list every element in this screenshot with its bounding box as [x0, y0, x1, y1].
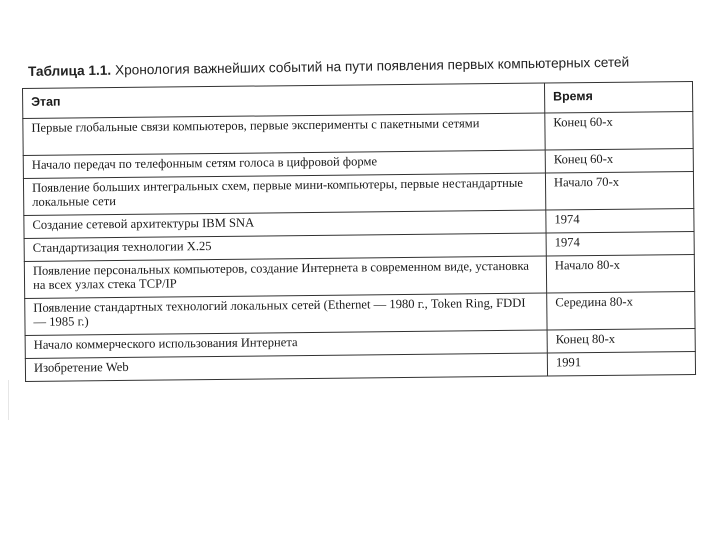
- cell-time: Начало 80-х: [546, 254, 694, 293]
- header-time: Время: [544, 81, 692, 113]
- cell-time: Конец 80-х: [547, 328, 695, 353]
- cell-stage: Появление персональных компьютеров, создание Интернета в современном виде, установка на всех узлах стека TCP/IP: [24, 256, 546, 298]
- cell-time: 1974: [546, 231, 694, 256]
- cell-stage: Первые глобальные связи компьютеров, первые эксперименты с пакетными сетями: [23, 113, 545, 155]
- cell-stage: Начало передач по телефонным сетям голоса в цифровой форме: [23, 150, 545, 178]
- cell-time: Конец 60-х: [545, 148, 693, 173]
- scan-artifact: [8, 380, 9, 420]
- chronology-table: [22, 81, 696, 382]
- table-caption-label: Таблица 1.1.: [27, 62, 112, 79]
- cell-stage: Появление больших интегральных схем, первые мини-компьютеры, первые нестандартные локальные сети: [23, 173, 545, 215]
- chronology-table-wrapper: [22, 81, 695, 382]
- header-stage: Этап: [23, 83, 545, 118]
- cell-time: Середина 80-х: [547, 291, 695, 330]
- cell-time: 1974: [546, 208, 694, 233]
- cell-time: Начало 70-х: [545, 171, 693, 210]
- cell-stage: Изобретение Web: [25, 353, 547, 381]
- cell-time: 1991: [547, 351, 695, 376]
- cell-stage: Появление стандартных технологий локальных сетей (Ethernet — 1980 г., Token Ring, FDDI — 1985 г.): [25, 293, 547, 335]
- cell-stage: Стандартизация технологии X.25: [24, 233, 546, 261]
- table-caption-text: Хронология важнейших событий на пути появления первых компьютерных сетей: [114, 54, 630, 78]
- cell-stage: Начало коммерческого использования Интернета: [25, 330, 547, 358]
- cell-time: Конец 60-х: [545, 111, 693, 150]
- table-caption: [28, 53, 698, 79]
- cell-stage: Создание сетевой архитектуры IBM SNA: [24, 210, 546, 238]
